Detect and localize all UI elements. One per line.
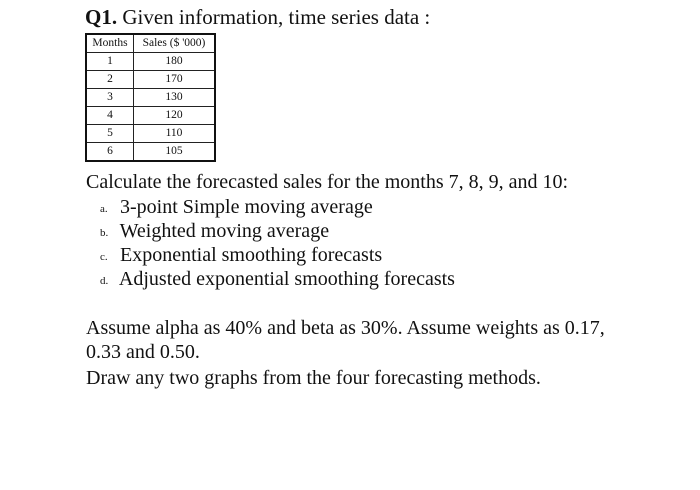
table-row <box>86 125 215 143</box>
table-row <box>86 143 215 162</box>
task-text: 3-point Simple moving average <box>120 196 373 218</box>
task-label: b. <box>100 227 109 239</box>
sales-cell: 105 <box>134 143 216 162</box>
task-list <box>100 195 455 291</box>
table-row <box>86 107 215 125</box>
task-label: d. <box>100 275 109 287</box>
month-cell: 5 <box>86 125 134 143</box>
task-label: a. <box>100 203 108 215</box>
list-item <box>100 243 455 267</box>
sales-cell: 180 <box>134 53 216 71</box>
table-row <box>86 53 215 71</box>
month-cell: 4 <box>86 107 134 125</box>
task-text: Adjusted exponential smoothing forecasts <box>118 268 455 290</box>
table-header-row <box>86 34 215 53</box>
table-row <box>86 71 215 89</box>
question-intro: Given information, time series data : <box>122 5 431 29</box>
month-cell: 3 <box>86 89 134 107</box>
question-title <box>85 4 430 30</box>
question-number: Q1. <box>85 5 118 29</box>
task-text: Exponential smoothing forecasts <box>120 244 383 266</box>
list-item <box>100 219 455 243</box>
list-item <box>100 267 455 291</box>
month-cell: 1 <box>86 53 134 71</box>
task-label: c. <box>100 251 108 263</box>
list-item <box>100 195 455 219</box>
assumptions-text: Assume alpha as 40% and beta as 30%. Assume weights as 0.17, 0.33 and 0.50. <box>86 317 605 363</box>
table-row <box>86 89 215 107</box>
col-header-sales: Sales ($ '000) <box>134 34 216 53</box>
col-header-months: Months <box>86 34 134 53</box>
sales-cell: 130 <box>134 89 216 107</box>
sales-cell: 120 <box>134 107 216 125</box>
sales-cell: 170 <box>134 71 216 89</box>
month-cell: 6 <box>86 143 134 162</box>
draw-instruction-text: Draw any two graphs from the four forecasting methods. <box>86 367 541 389</box>
sales-table <box>85 33 216 162</box>
task-text: Weighted moving average <box>119 220 330 242</box>
sales-cell: 110 <box>134 125 216 143</box>
month-cell: 2 <box>86 71 134 89</box>
instruction-text: Calculate the forecasted sales for the months 7, 8, 9, and 10: <box>86 171 569 193</box>
